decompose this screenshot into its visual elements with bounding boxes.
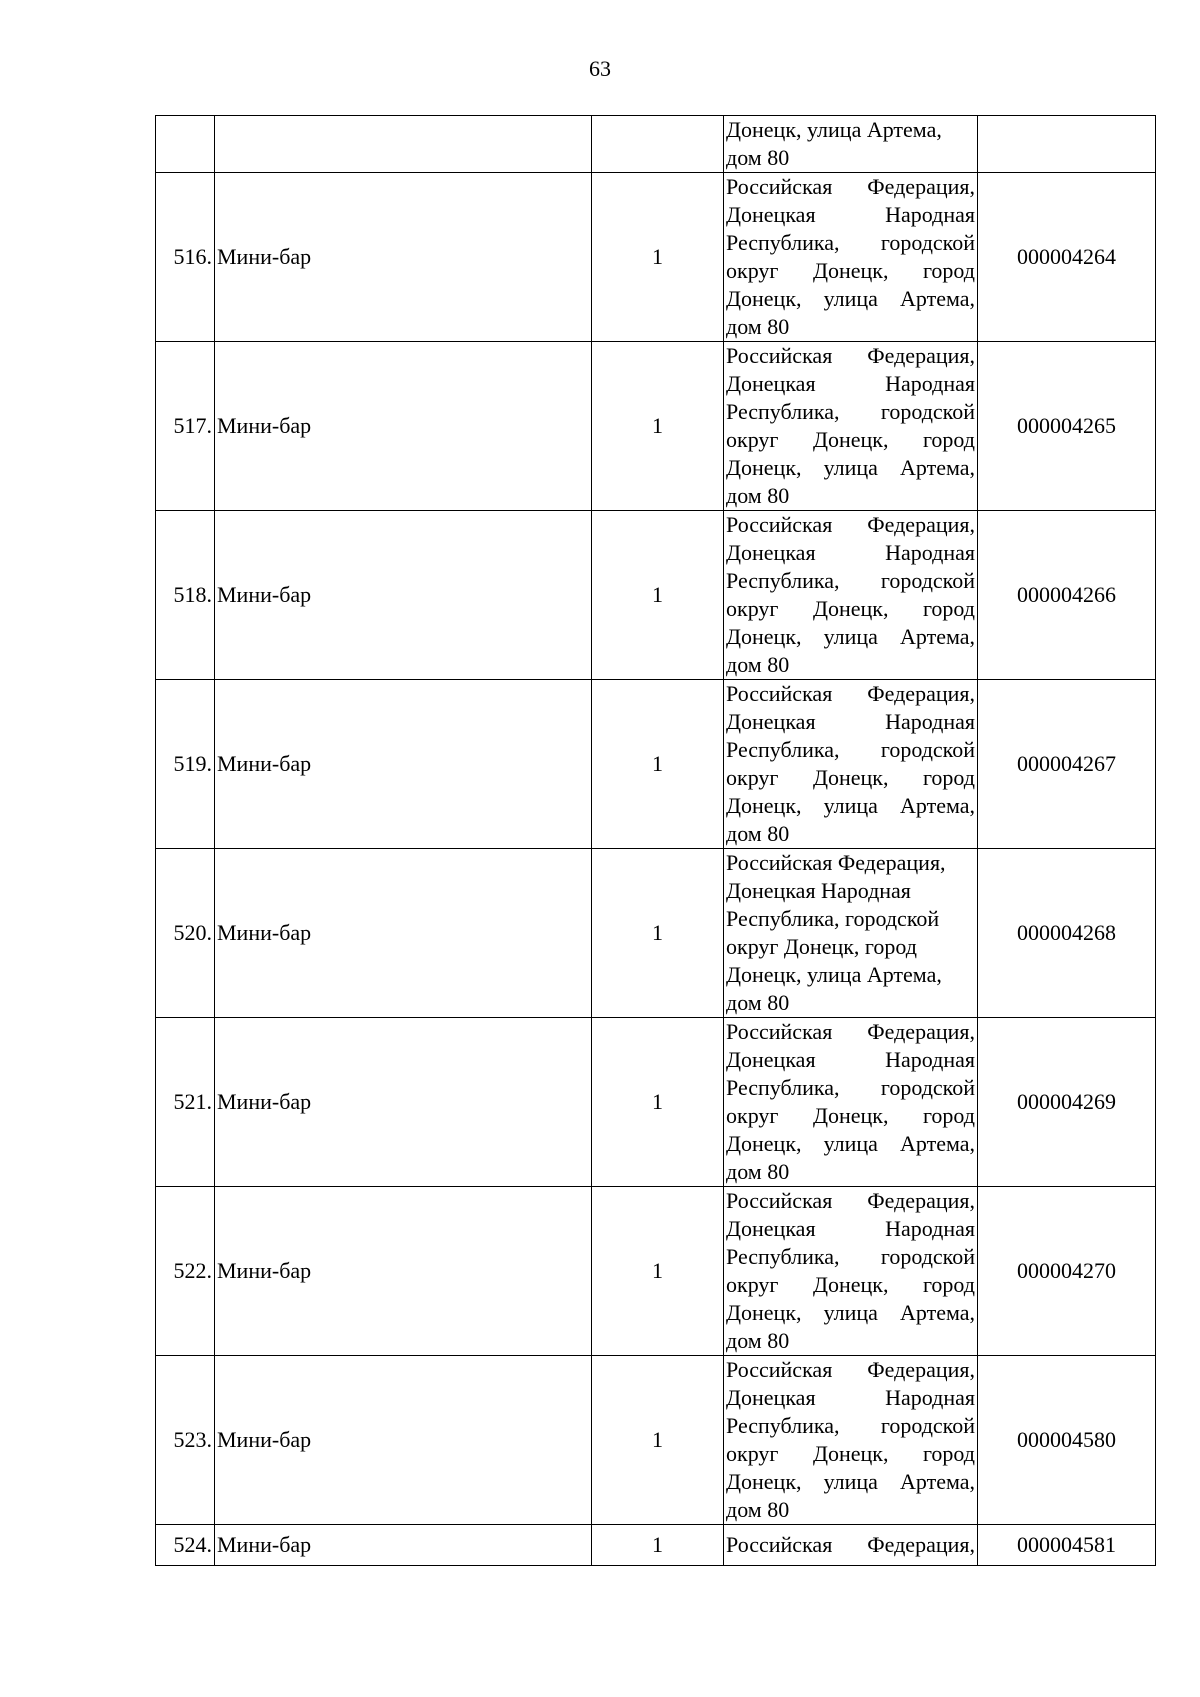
address-line: Российская Федерация, (726, 174, 975, 199)
address-line: Донецкая Народная (726, 1385, 975, 1410)
inventory-table (155, 115, 1156, 1566)
table-row (156, 680, 1156, 849)
address-line: округ Донецк, город (726, 1103, 975, 1128)
cell-name: Мини-бар (215, 849, 592, 1018)
address-line: дом 80 (726, 145, 790, 170)
cell-inventory-code: 000004265 (978, 342, 1156, 511)
address-line: дом 80 (726, 990, 790, 1015)
table-row (156, 1187, 1156, 1356)
cell-address (724, 1187, 978, 1356)
cell-address (724, 680, 978, 849)
cell-inventory-code: 000004269 (978, 1018, 1156, 1187)
cell-name (215, 116, 592, 173)
cell-address (724, 849, 978, 1018)
cell-address (724, 1018, 978, 1187)
address-line: Донецкая Народная (726, 709, 975, 734)
address-line: Республика, городской (726, 1413, 975, 1438)
cell-quantity: 1 (592, 849, 724, 1018)
address-line: округ Донецк, город (726, 765, 975, 790)
table-row (156, 1525, 1156, 1566)
address-line: Республика, городской (726, 906, 940, 931)
cell-quantity: 1 (592, 342, 724, 511)
cell-number: 521. (156, 1018, 215, 1187)
table-row (156, 342, 1156, 511)
address-line: округ Донецк, город (726, 934, 917, 959)
address-line: Российская Федерация, (726, 681, 975, 706)
cell-quantity: 1 (592, 680, 724, 849)
address-line: округ Донецк, город (726, 1441, 975, 1466)
cell-quantity: 1 (592, 1356, 724, 1525)
address-line: Донецк, улица Артема, (726, 962, 942, 987)
page-number: 63 (589, 56, 611, 81)
cell-name: Мини-бар (215, 1187, 592, 1356)
address-line: дом 80 (726, 652, 790, 677)
cell-name: Мини-бар (215, 1018, 592, 1187)
cell-address (724, 1356, 978, 1525)
cell-number: 520. (156, 849, 215, 1018)
address-line: Донецкая Народная (726, 1047, 975, 1072)
cell-quantity: 1 (592, 173, 724, 342)
address-line: Российская Федерация, (726, 1188, 975, 1213)
address-line: Республика, городской (726, 230, 975, 255)
cell-address (724, 116, 978, 173)
cell-inventory-code: 000004267 (978, 680, 1156, 849)
cell-quantity: 1 (592, 511, 724, 680)
address-line: округ Донецк, город (726, 427, 975, 452)
address-line: Донецк, улица Артема, (726, 1300, 975, 1325)
cell-inventory-code (978, 116, 1156, 173)
cell-quantity: 1 (592, 1018, 724, 1187)
cell-number: 519. (156, 680, 215, 849)
cell-number (156, 116, 215, 173)
cell-name: Мини-бар (215, 342, 592, 511)
address-line: дом 80 (726, 314, 790, 339)
cell-inventory-code: 000004580 (978, 1356, 1156, 1525)
cell-number: 517. (156, 342, 215, 511)
table-row (156, 511, 1156, 680)
cell-inventory-code: 000004270 (978, 1187, 1156, 1356)
address-line: Донецкая Народная (726, 878, 911, 903)
address-line: дом 80 (726, 1328, 790, 1353)
cell-address (724, 173, 978, 342)
cell-number: 518. (156, 511, 215, 680)
address-line: Донецк, улица Артема, (726, 624, 975, 649)
cell-address (724, 1525, 978, 1566)
address-line: Донецкая Народная (726, 540, 975, 565)
cell-name: Мини-бар (215, 1525, 592, 1566)
cell-number: 516. (156, 173, 215, 342)
address-line: Российская Федерация, (726, 512, 975, 537)
address-line: Республика, городской (726, 399, 975, 424)
cell-quantity: 1 (592, 1187, 724, 1356)
cell-name: Мини-бар (215, 1356, 592, 1525)
cell-number: 524. (156, 1525, 215, 1566)
cell-number: 522. (156, 1187, 215, 1356)
cell-quantity: 1 (592, 1525, 724, 1566)
address-line: Донецк, улица Артема, (726, 1469, 975, 1494)
table-row (156, 1356, 1156, 1525)
address-line: Республика, городской (726, 1244, 975, 1269)
table-row (156, 173, 1156, 342)
cell-inventory-code: 000004264 (978, 173, 1156, 342)
address-line: Российская Федерация, (726, 1019, 975, 1044)
cell-name: Мини-бар (215, 511, 592, 680)
address-line: Донецк, улица Артема, (726, 286, 975, 311)
cell-address (724, 342, 978, 511)
address-line: Донецк, улица Артема, (726, 1131, 975, 1156)
address-line: Российская Федерация, (726, 1357, 975, 1382)
table-row (156, 1018, 1156, 1187)
table-row (156, 849, 1156, 1018)
address-line: Российская Федерация, (726, 343, 975, 368)
address-line: Донецкая Народная (726, 202, 975, 227)
address-line: Донецк, улица Артема, (726, 117, 942, 142)
address-line: Донецкая Народная (726, 371, 975, 396)
address-line: округ Донецк, город (726, 1272, 975, 1297)
cell-inventory-code: 000004268 (978, 849, 1156, 1018)
cell-name: Мини-бар (215, 680, 592, 849)
address-line: Республика, городской (726, 1075, 975, 1100)
address-line: дом 80 (726, 1159, 790, 1184)
address-line: Республика, городской (726, 568, 975, 593)
continuation-row (156, 116, 1156, 173)
cell-name: Мини-бар (215, 173, 592, 342)
address-line: дом 80 (726, 483, 790, 508)
cell-number: 523. (156, 1356, 215, 1525)
address-line: Российская Федерация, (726, 850, 946, 875)
address-line: округ Донецк, город (726, 258, 975, 283)
address-line: округ Донецк, город (726, 596, 975, 621)
address-line: Донецк, улица Артема, (726, 455, 975, 480)
cell-inventory-code: 000004581 (978, 1525, 1156, 1566)
cell-quantity (592, 116, 724, 173)
address-line: Донецкая Народная (726, 1216, 975, 1241)
address-line: дом 80 (726, 821, 790, 846)
address-line: Российская Федерация, (726, 1532, 975, 1557)
cell-address (724, 511, 978, 680)
address-line: Донецк, улица Артема, (726, 793, 975, 818)
address-line: Республика, городской (726, 737, 975, 762)
cell-inventory-code: 000004266 (978, 511, 1156, 680)
address-line: дом 80 (726, 1497, 790, 1522)
